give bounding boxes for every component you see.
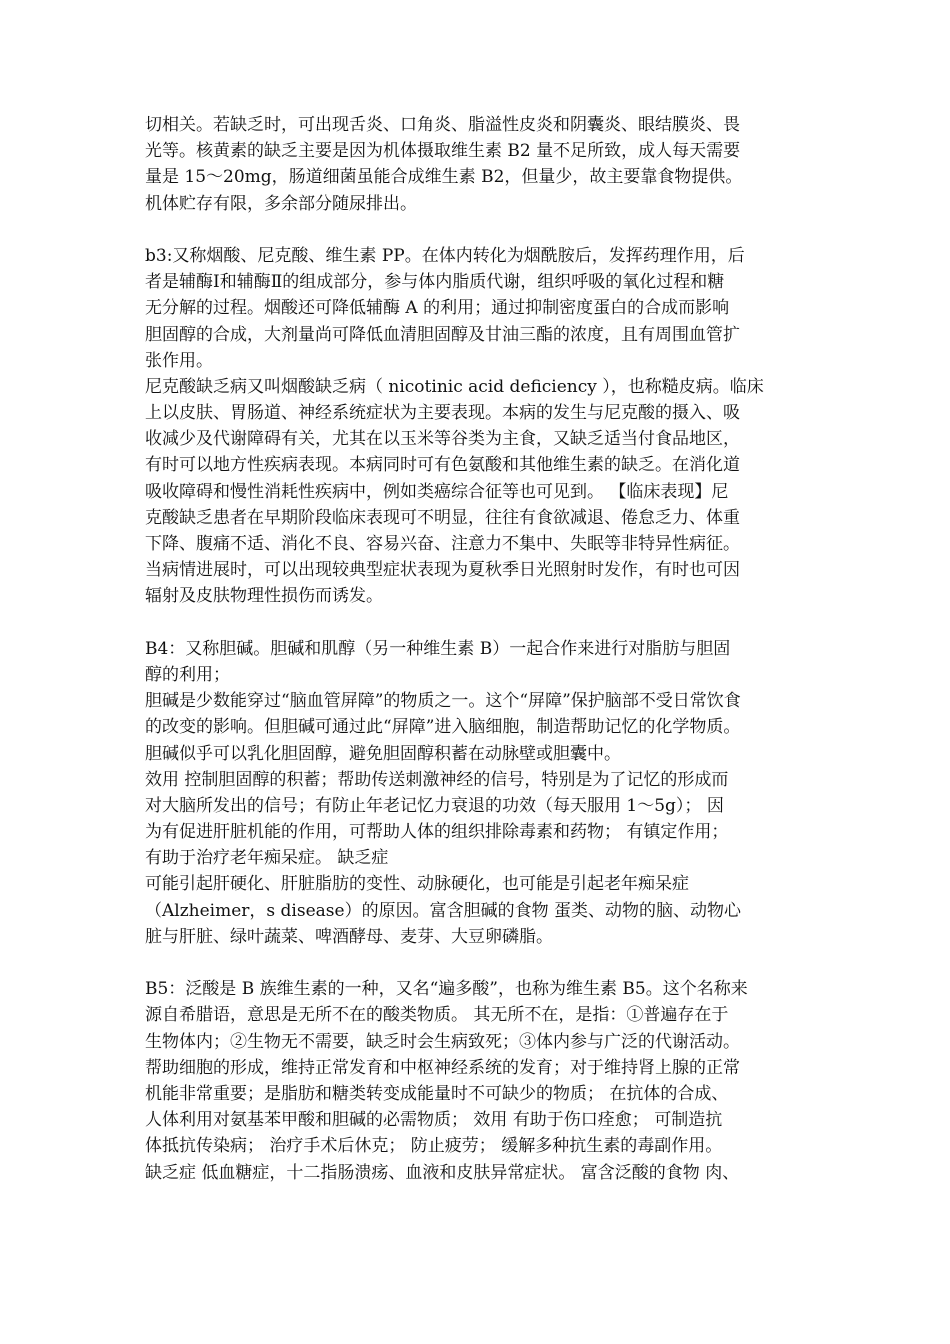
text-line: 源自希腊语，意思是无所不在的酸类物质。 其无所不在，是指：①普遍存在于: [145, 1005, 729, 1026]
text-line: 有助于治疗老年痴呆症。 缺乏症: [145, 848, 389, 869]
text-line: 胆碱是少数能穿过“脑血管屏障”的物质之一。这个“屏障”保护脑部不受日常饮食: [145, 691, 741, 712]
text-line: 克酸缺乏患者在早期阶段临床表现可不明显，往往有食欲减退、倦怠乏力、体重: [145, 507, 740, 528]
text-line: 胆固醇的合成，大剂量尚可降低血清胆固醇及甘油三酯的浓度，且有周围血管扩: [145, 324, 740, 345]
text-line: 脏与肝脏、绿叶蔬菜、啤酒酵母、麦芽、大豆卵磷脂。: [145, 926, 553, 947]
paragraph-b4: [145, 636, 805, 950]
text-line: 缺乏症 低血糖症，十二指肠溃疡、血液和皮肤异常症状。 富含泛酸的食物 肉、: [145, 1162, 740, 1183]
text-line: 对大脑所发出的信号；有防止年老记忆力衰退的功效（每天服用 1～5g）； 因: [145, 795, 724, 816]
text-line: 吸收障碍和慢性消耗性疾病中，例如类癌综合征等也可见到。 【临床表现】尼: [145, 481, 729, 502]
text-line: 可能引起肝硬化、肝脏脂肪的变性、动脉硬化，也可能是引起老年痴呆症: [145, 874, 689, 895]
text-line: 胆碱似乎可以乳化胆固醇，避免胆固醇积蓄在动脉壁或胆囊中。: [145, 743, 621, 764]
text-line: 生物体内；②生物无不需要，缺乏时会生病致死；③体内参与广泛的代谢活动。: [145, 1031, 740, 1052]
text-line: 收减少及代谢障碍有关，尤其在以玉米等谷类为主食，又缺乏适当付食品地区，: [145, 429, 740, 450]
text-line: 人体利用对氨基苯甲酸和胆碱的必需物质； 效用 有助于伤口痊愈； 可制造抗: [145, 1110, 723, 1131]
text-line: b3:又称烟酸、尼克酸、维生素 PP。在体内转化为烟酰胺后，发挥药理作用，后: [145, 245, 745, 266]
text-line: 光等。核黄素的缺乏主要是因为机体摄取维生素 B2 量不足所致，成人每天需要: [145, 141, 741, 162]
text-line: 的改变的影响。但胆碱可通过此“屏障”进入脑细胞，制造帮助记忆的化学物质。: [145, 717, 741, 738]
text-line: B5：泛酸是 B 族维生素的一种，又名“遍多酸”，也称为维生素 B5。这个名称来: [145, 979, 748, 1000]
document-page: [145, 112, 805, 1186]
text-line: 无分解的过程。烟酸还可降低辅酶 A 的利用；通过抑制密度蛋白的合成而影响: [145, 298, 730, 319]
text-line: 上以皮肤、胃肠道、神经系统症状为主要表现。本病的发生与尼克酸的摄入、吸: [145, 403, 740, 424]
text-line: 机体贮存有限，多余部分随尿排出。: [145, 193, 417, 214]
text-line: 有时可以地方性疾病表现。本病同时可有色氨酸和其他维生素的缺乏。在消化道: [145, 455, 740, 476]
paragraph-gap: [145, 610, 805, 636]
text-line: 为有促进肝脏机能的作用，可帮助人体的组织排除毒素和药物； 有镇定作用；: [145, 822, 729, 843]
text-line: B4：又称胆碱。胆碱和肌醇（另一种维生素 B）一起合作来进行对脂肪与胆固: [145, 638, 731, 659]
paragraph-gap: [145, 217, 805, 243]
text-line: 帮助细胞的形成，维持正常发育和中枢神经系统的发育；对于维持肾上腺的正常: [145, 1057, 740, 1078]
text-line: 辐射及皮肤物理性损伤而诱发。: [145, 586, 383, 607]
text-line: 下降、腹痛不适、消化不良、容易兴奋、注意力不集中、失眠等非特异性病征。: [145, 534, 740, 554]
paragraph-gap: [145, 950, 805, 976]
text-line: 当病情进展时，可以出现较典型症状表现为夏秋季日光照射时发作，有时也可因: [145, 560, 740, 581]
text-line: 机能非常重要；是脂肪和糖类转变成能量时不可缺少的物质； 在抗体的合成、: [145, 1083, 729, 1104]
text-line: 尼克酸缺乏病又叫烟酸缺乏病（ nicotinic acid deficiency ），也称糙皮病。临床: [145, 376, 764, 397]
text-line: 者是辅酶Ⅰ和辅酶Ⅱ的组成部分，参与体内脂质代谢，组织呼吸的氧化过程和糖: [145, 272, 725, 293]
text-line: 切相关。若缺乏时，可出现舌炎、口角炎、脂溢性皮炎和阴囊炎、眼结膜炎、畏: [145, 115, 740, 135]
paragraph-b5: [145, 976, 805, 1186]
text-line: 醇的利用；: [145, 664, 230, 685]
text-line: 效用 控制胆固醇的积蓄；帮助传送刺激神经的信号，特别是为了记忆的形成而: [145, 769, 729, 790]
paragraph-b2-continuation: [145, 112, 805, 217]
text-line: （Alzheimer，s disease）的原因。富含胆碱的食物 蛋类、动物的脑、动物心: [145, 900, 741, 921]
text-line: 体抵抗传染病； 治疗手术后休克； 防止疲劳； 缓解多种抗生素的毒副作用。: [145, 1136, 723, 1157]
text-line: 张作用。: [145, 350, 213, 371]
text-line: 量是 15～20mg，肠道细菌虽能合成维生素 B2，但量少，故主要靠食物提供。: [145, 167, 743, 188]
paragraph-b3: [145, 243, 805, 610]
